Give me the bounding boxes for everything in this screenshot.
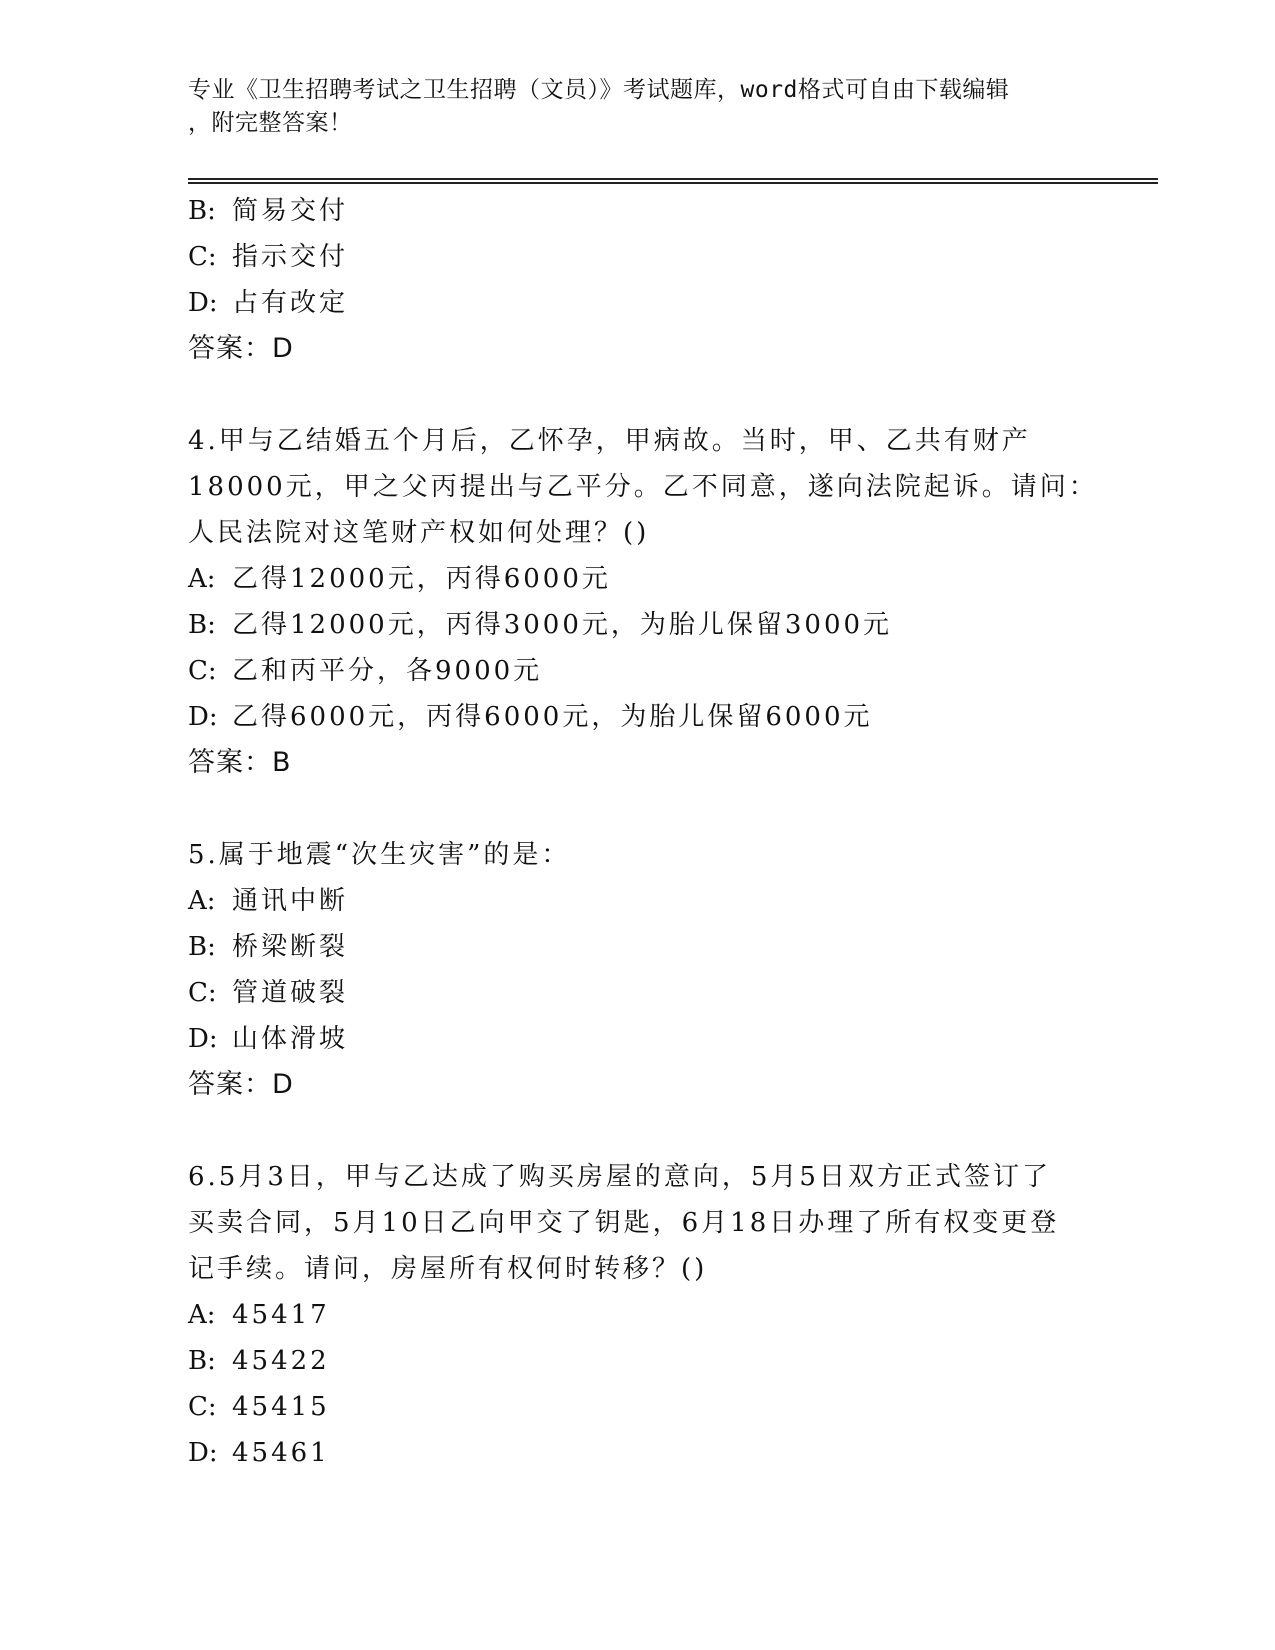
option-b: [188, 924, 1108, 970]
answer-line: 答案：D: [188, 333, 294, 364]
question-3-tail: [188, 188, 1108, 372]
question-stem-line: 记手续。请问，房屋所有权何时转移？(): [188, 1254, 708, 1284]
option-text: 45415: [232, 1392, 330, 1422]
option-label: B:: [188, 1346, 216, 1376]
option-label: C:: [188, 978, 217, 1008]
option-label: B:: [188, 932, 216, 962]
option-text: 简易交付: [232, 196, 349, 226]
question-4: [188, 418, 1108, 786]
option-d: [188, 1016, 1108, 1062]
option-c: [188, 648, 1108, 694]
option-text: 45461: [232, 1438, 330, 1468]
header-divider-bottom: [188, 182, 1158, 184]
option-text: 占有改定: [232, 288, 349, 318]
option-text: 乙得12000元，丙得6000元: [232, 564, 611, 594]
spacer: [188, 786, 1108, 832]
option-c: [188, 970, 1108, 1016]
option-text: 45422: [232, 1346, 330, 1376]
option-c: [188, 234, 1108, 280]
question-stem-line: 18000元，甲之父丙提出与乙平分。乙不同意，遂向法院起诉。请问：: [188, 472, 1098, 502]
option-text: 乙得6000元，丙得6000元，为胎儿保留6000元: [232, 702, 873, 732]
option-label: D:: [188, 1438, 218, 1468]
option-text: 乙和丙平分，各9000元: [232, 656, 543, 686]
option-d: [188, 280, 1108, 326]
question-stem-line: 人民法院对这笔财产权如何处理？(): [188, 518, 650, 548]
option-text: 指示交付: [232, 242, 349, 272]
option-label: A:: [188, 1300, 216, 1330]
option-a: [188, 878, 1108, 924]
option-d: [188, 694, 1108, 740]
option-text: 45417: [232, 1300, 330, 1330]
header-title-line-2: ，附完整答案！: [188, 110, 353, 136]
option-label: D:: [188, 702, 218, 732]
option-text: 乙得12000元，丙得3000元，为胎儿保留3000元: [232, 610, 893, 640]
question-stem-line: 4.甲与乙结婚五个月后，乙怀孕，甲病故。当时，甲、乙共有财产: [188, 426, 1031, 456]
option-label: C:: [188, 242, 217, 272]
question-stem-line: 5.属于地震“次生灾害”的是：: [188, 840, 571, 870]
option-label: C:: [188, 1392, 217, 1422]
option-label: D:: [188, 1024, 218, 1054]
document-header: [188, 74, 1088, 140]
spacer: [188, 372, 1108, 418]
option-text: 桥梁断裂: [232, 932, 349, 962]
option-c: [188, 1384, 1108, 1430]
option-label: A:: [188, 886, 216, 916]
spacer: [188, 1108, 1108, 1154]
header-title-line-1: 专业《卫生招聘考试之卫生招聘（文员）》考试题库，word格式可自由下载编辑: [188, 77, 1010, 103]
option-label: B:: [188, 610, 216, 640]
option-b: [188, 188, 1108, 234]
question-stem-line: 买卖合同，5月10日乙向甲交了钥匙，6月18日办理了所有权变更登: [188, 1208, 1060, 1238]
option-label: C:: [188, 656, 217, 686]
option-text: 管道破裂: [232, 978, 349, 1008]
answer-line: 答案：D: [188, 1069, 294, 1100]
question-list: [188, 188, 1108, 1476]
header-divider-top: [188, 178, 1158, 180]
option-d: [188, 1430, 1108, 1476]
question-5: [188, 832, 1108, 1108]
option-text: 通讯中断: [232, 886, 349, 916]
option-a: [188, 1292, 1108, 1338]
question-6: [188, 1154, 1108, 1476]
answer-line: 答案：B: [188, 747, 292, 778]
option-label: A:: [188, 564, 216, 594]
option-b: [188, 1338, 1108, 1384]
option-b: [188, 602, 1108, 648]
option-text: 山体滑坡: [232, 1024, 349, 1054]
question-stem-line: 6.5月3日，甲与乙达成了购买房屋的意向，5月5日双方正式签订了: [188, 1162, 1051, 1192]
option-a: [188, 556, 1108, 602]
option-label: B:: [188, 196, 216, 226]
option-label: D:: [188, 288, 218, 318]
